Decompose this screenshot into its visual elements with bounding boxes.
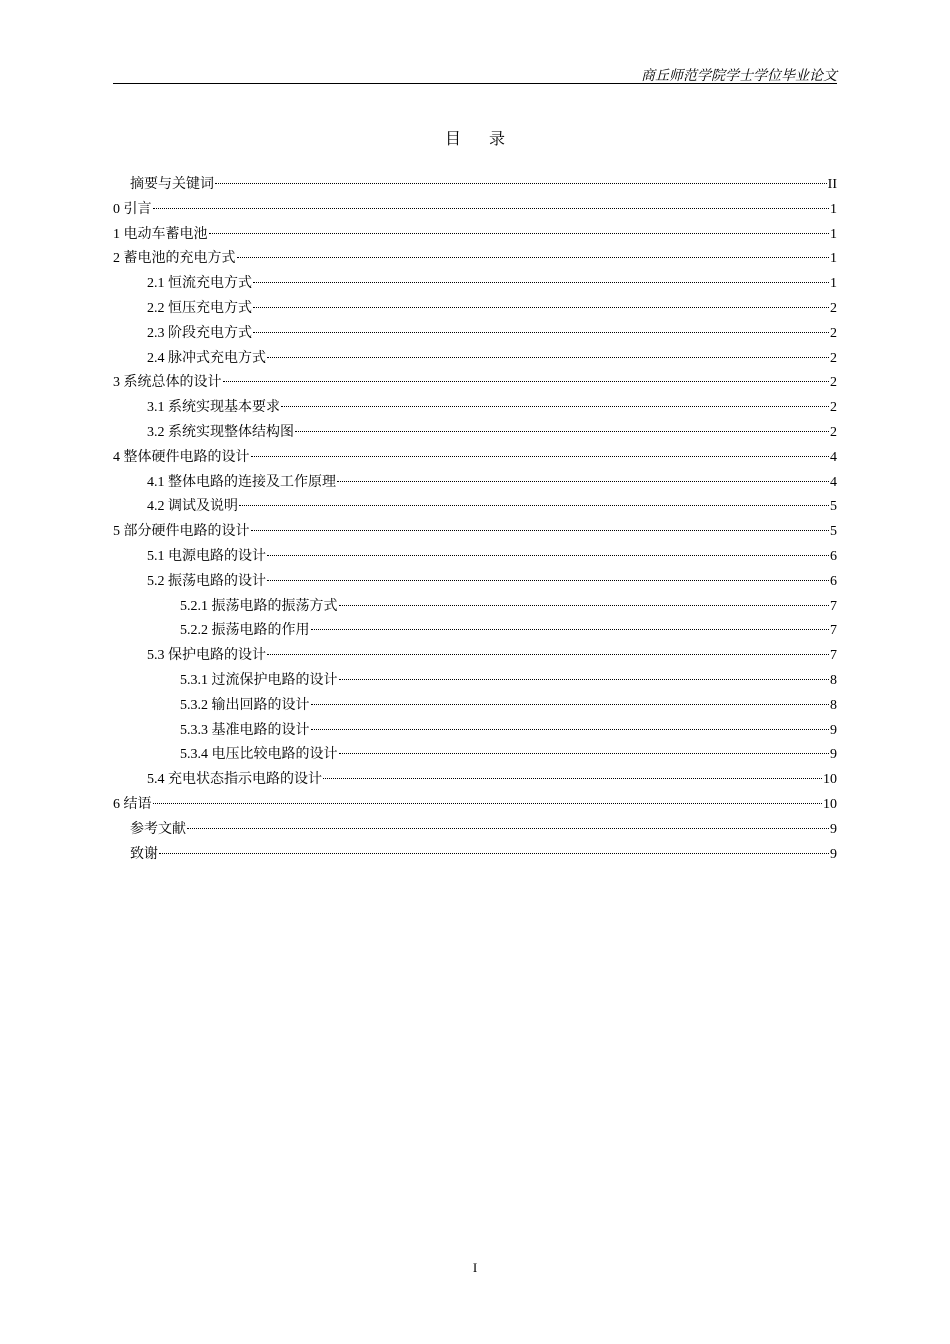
toc-entry-page: 8 bbox=[830, 697, 837, 713]
toc-entry[interactable] bbox=[113, 495, 837, 520]
toc-dot-leader bbox=[223, 380, 830, 382]
toc-entry-page: 9 bbox=[830, 722, 837, 738]
toc-entry-label: 0 引言 bbox=[113, 201, 152, 217]
toc-entry-label: 2.2 恒压充电方式 bbox=[147, 300, 252, 316]
toc-dot-leader bbox=[251, 455, 830, 457]
toc-entry-label: 5.2 振荡电路的设计 bbox=[147, 573, 266, 589]
toc-entry-page: 2 bbox=[830, 325, 837, 341]
toc-entry-label: 5.3 保护电路的设计 bbox=[147, 648, 266, 664]
toc-dot-leader bbox=[311, 703, 830, 705]
toc-entry[interactable] bbox=[113, 743, 837, 768]
toc-dot-leader bbox=[253, 306, 829, 308]
toc-entry[interactable] bbox=[113, 570, 837, 595]
toc-entry-page: 2 bbox=[830, 375, 837, 391]
toc-dot-leader bbox=[267, 356, 829, 358]
toc-entry-page: 1 bbox=[830, 226, 837, 242]
toc-entry-page: 1 bbox=[830, 276, 837, 292]
toc-entry-label: 摘要与关键词 bbox=[130, 177, 214, 192]
toc-dot-leader bbox=[159, 852, 829, 854]
toc-entry[interactable] bbox=[113, 818, 837, 843]
toc-entry-page: 6 bbox=[830, 548, 837, 564]
toc-entry-label: 3 系统总体的设计 bbox=[113, 375, 222, 391]
toc-entry-page: II bbox=[827, 177, 837, 192]
toc-entry-label: 4.1 整体电路的连接及工作原理 bbox=[147, 474, 336, 490]
toc-entry-page: 9 bbox=[830, 747, 837, 763]
toc-dot-leader bbox=[267, 579, 829, 581]
toc-dot-leader bbox=[187, 827, 829, 829]
toc-entry-label: 2.4 脉冲式充电方式 bbox=[147, 350, 266, 366]
toc-entry-label: 5 部分硬件电路的设计 bbox=[113, 524, 250, 540]
toc-entry-label: 5.2.2 振荡电路的作用 bbox=[180, 623, 310, 639]
toc-entry-page: 4 bbox=[830, 449, 837, 465]
toc-entry[interactable] bbox=[113, 247, 837, 272]
toc-entry-page: 2 bbox=[830, 400, 837, 416]
toc-entry[interactable] bbox=[113, 619, 837, 644]
toc-entry[interactable] bbox=[113, 347, 837, 372]
running-header: 商丘师范学院学士学位毕业论文 bbox=[641, 69, 837, 84]
toc-entry[interactable] bbox=[113, 198, 837, 223]
toc-entry-page: 7 bbox=[830, 598, 837, 614]
toc-entry-label: 5.4 充电状态指示电路的设计 bbox=[147, 772, 322, 788]
toc-entry-page: 9 bbox=[830, 846, 837, 862]
toc-entry-page: 9 bbox=[830, 821, 837, 837]
toc-entry[interactable] bbox=[113, 768, 837, 793]
toc-dot-leader bbox=[253, 331, 829, 333]
toc-entry[interactable] bbox=[113, 793, 837, 818]
toc-entry[interactable] bbox=[113, 446, 837, 471]
toc-entry-page: 10 bbox=[823, 772, 837, 788]
toc-entry-label: 5.2.1 振荡电路的振荡方式 bbox=[180, 598, 338, 614]
toc-dot-leader bbox=[239, 504, 829, 506]
toc-entry[interactable] bbox=[113, 843, 837, 868]
toc-dot-leader bbox=[267, 554, 829, 556]
toc-dot-leader bbox=[209, 232, 830, 234]
toc-entry-page: 7 bbox=[830, 648, 837, 664]
toc-entry-label: 5.3.1 过流保护电路的设计 bbox=[180, 672, 338, 688]
toc-entry-page: 7 bbox=[830, 623, 837, 639]
toc-entry-label: 5.1 电源电路的设计 bbox=[147, 548, 266, 564]
toc-entry-label: 6 结语 bbox=[113, 796, 152, 812]
toc-dot-leader bbox=[323, 777, 822, 779]
toc-entry-page: 5 bbox=[830, 499, 837, 515]
toc-entry[interactable] bbox=[113, 545, 837, 570]
toc-entry-label: 1 电动车蓄电池 bbox=[113, 226, 208, 242]
toc-entry[interactable] bbox=[113, 669, 837, 694]
toc-dot-leader bbox=[281, 405, 829, 407]
toc-title: 目 录 bbox=[444, 131, 517, 148]
toc-dot-leader bbox=[251, 529, 830, 531]
toc-entry[interactable] bbox=[113, 371, 837, 396]
toc-entry-label: 致谢 bbox=[130, 846, 158, 862]
toc-entry-page: 6 bbox=[830, 573, 837, 589]
toc-entry-page: 2 bbox=[830, 300, 837, 316]
toc-dot-leader bbox=[215, 182, 827, 184]
toc-entry-page: 10 bbox=[823, 796, 837, 812]
toc-entry-label: 4.2 调试及说明 bbox=[147, 499, 238, 515]
toc-entry-label: 3.2 系统实现整体结构图 bbox=[147, 424, 294, 440]
toc-entry[interactable] bbox=[113, 421, 837, 446]
toc-entry-page: 2 bbox=[830, 424, 837, 440]
toc-entry[interactable] bbox=[113, 719, 837, 744]
toc-entry[interactable] bbox=[113, 694, 837, 719]
toc-entry-label: 参考文献 bbox=[130, 821, 186, 837]
toc-entry-label: 2.1 恒流充电方式 bbox=[147, 276, 252, 292]
header-rule bbox=[113, 83, 837, 84]
toc-entry-label: 2 蓄电池的充电方式 bbox=[113, 251, 236, 267]
toc-entry-label: 4 整体硬件电路的设计 bbox=[113, 449, 250, 465]
toc-dot-leader bbox=[311, 628, 830, 630]
toc-entry-label: 5.3.2 输出回路的设计 bbox=[180, 697, 310, 713]
toc-dot-leader bbox=[295, 430, 829, 432]
toc-dot-leader bbox=[339, 604, 830, 606]
toc-entry[interactable] bbox=[113, 520, 837, 545]
toc-entry-page: 5 bbox=[830, 524, 837, 540]
toc-entry-page: 8 bbox=[830, 672, 837, 688]
toc-entry[interactable] bbox=[113, 471, 837, 496]
toc-entry[interactable] bbox=[113, 272, 837, 297]
toc-entry-page: 2 bbox=[830, 350, 837, 366]
toc-dot-leader bbox=[339, 752, 830, 754]
toc-list bbox=[113, 173, 837, 867]
toc-dot-leader bbox=[311, 728, 830, 730]
toc-entry[interactable] bbox=[113, 396, 837, 421]
toc-entry-label: 3.1 系统实现基本要求 bbox=[147, 400, 280, 416]
toc-dot-leader bbox=[153, 207, 830, 209]
toc-entry[interactable] bbox=[113, 297, 837, 322]
toc-entry-label: 5.3.4 电压比较电路的设计 bbox=[180, 747, 338, 763]
toc-dot-leader bbox=[253, 281, 829, 283]
page-number: I bbox=[472, 1260, 478, 1275]
toc-dot-leader bbox=[153, 802, 823, 804]
toc-entry-label: 2.3 阶段充电方式 bbox=[147, 325, 252, 341]
toc-entry-page: 1 bbox=[830, 201, 837, 217]
toc-dot-leader bbox=[267, 653, 829, 655]
toc-entry-page: 4 bbox=[830, 474, 837, 490]
toc-entry[interactable] bbox=[113, 322, 837, 347]
toc-entry[interactable] bbox=[113, 223, 837, 248]
toc-dot-leader bbox=[237, 256, 830, 258]
toc-dot-leader bbox=[339, 678, 830, 680]
toc-entry-page: 1 bbox=[830, 251, 837, 267]
toc-dot-leader bbox=[337, 480, 829, 482]
toc-entry[interactable] bbox=[113, 595, 837, 620]
toc-entry[interactable] bbox=[113, 173, 837, 198]
toc-entry[interactable] bbox=[113, 644, 837, 669]
toc-entry-label: 5.3.3 基准电路的设计 bbox=[180, 722, 310, 738]
